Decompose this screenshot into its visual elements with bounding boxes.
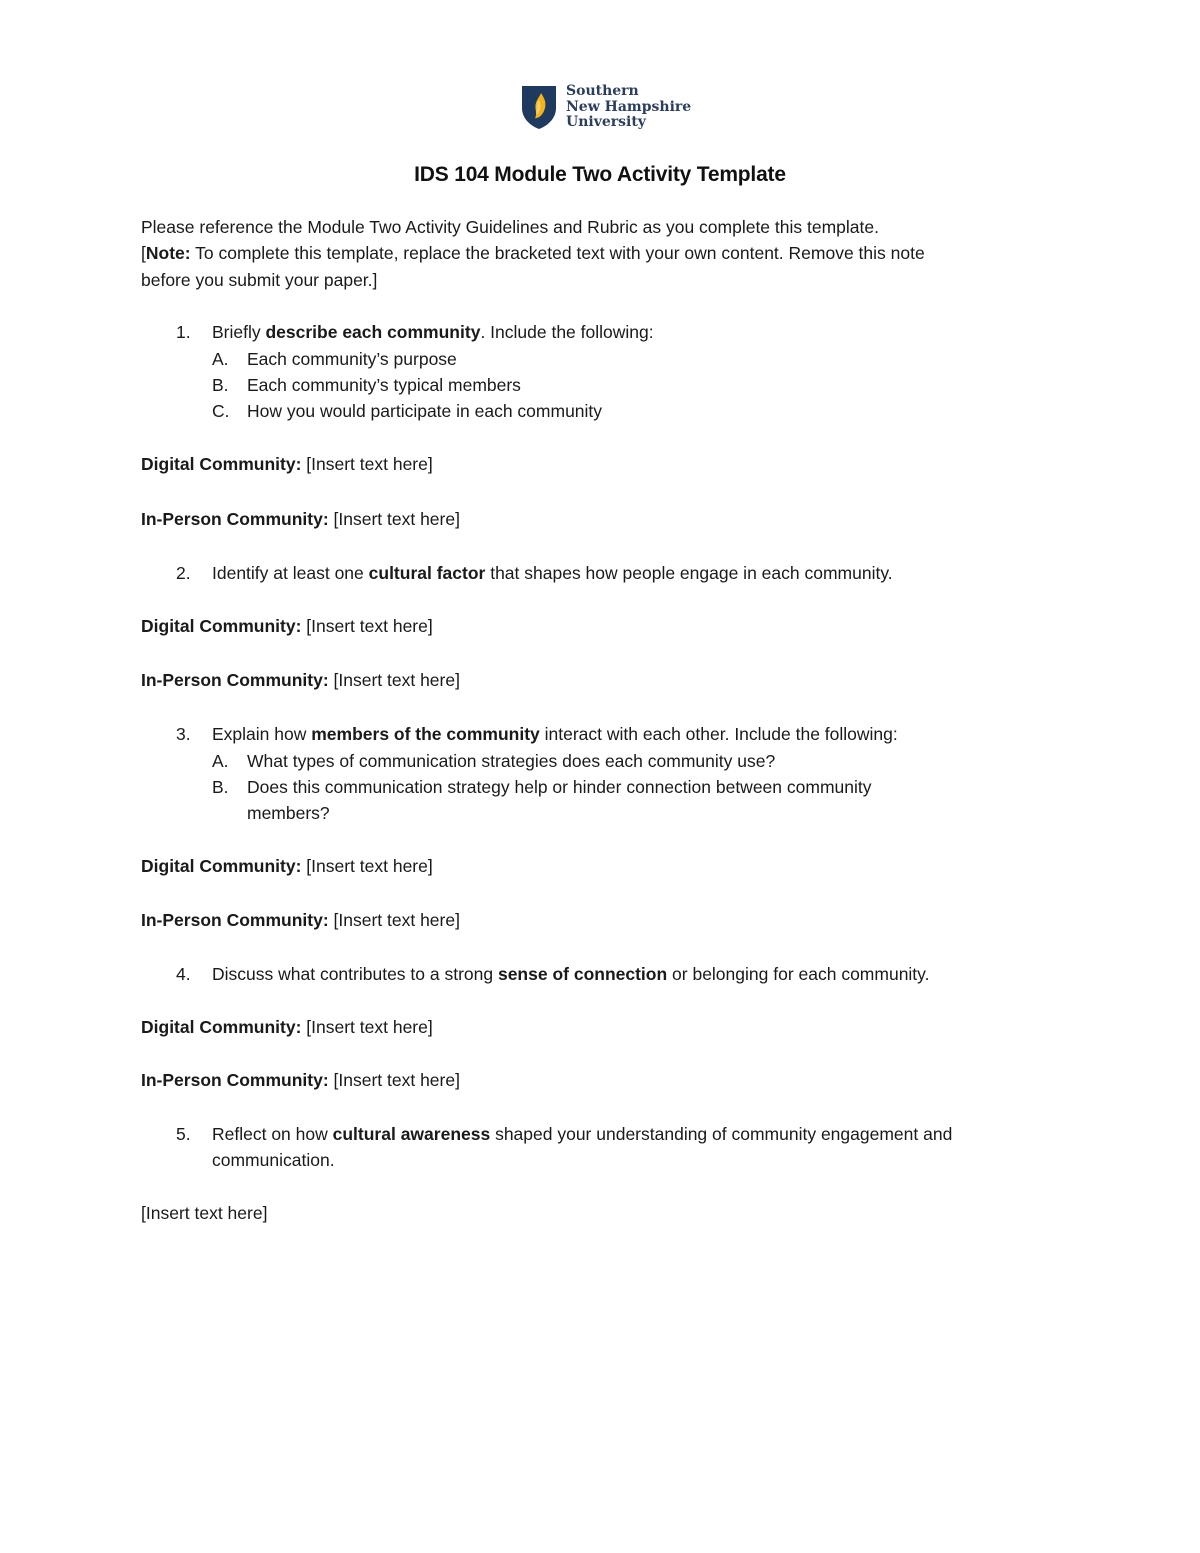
answer-placeholder[interactable]: [Insert text here] bbox=[328, 910, 460, 930]
q2-digital-answer[interactable] bbox=[141, 613, 433, 639]
answer-placeholder[interactable]: [Insert text here] bbox=[301, 616, 433, 636]
digital-label: Digital Community: bbox=[141, 1017, 302, 1037]
q2-post: that shapes how people engage in each community. bbox=[485, 563, 893, 583]
q3-text bbox=[212, 721, 898, 747]
q5-number: 5. bbox=[176, 1124, 191, 1144]
q3-item-b-letter: B. bbox=[212, 777, 229, 797]
university-logo bbox=[520, 84, 691, 132]
answer-placeholder[interactable]: [Insert text here] bbox=[328, 670, 460, 690]
q3-item-b-line-2: members? bbox=[247, 803, 330, 823]
digital-label: Digital Community: bbox=[141, 454, 302, 474]
q5-answer[interactable]: [Insert text here] bbox=[141, 1203, 268, 1223]
q1-text bbox=[212, 319, 654, 345]
q2-number: 2. bbox=[176, 563, 191, 583]
q3-in-person-answer[interactable] bbox=[141, 907, 460, 933]
intro-line: Please reference the Module Two Activity Guidelines and Rubric as you complete this template. bbox=[141, 217, 879, 237]
in-person-label: In-Person Community: bbox=[141, 910, 329, 930]
q1-number: 1. bbox=[176, 322, 191, 342]
q3-number: 3. bbox=[176, 724, 191, 744]
q3-item-a-letter: A. bbox=[212, 751, 229, 771]
q1-item-c: How you would participate in each community bbox=[247, 401, 603, 421]
note-text: To complete this template, replace the bracketed text with your own content. Remove this note bbox=[190, 243, 925, 263]
digital-label: Digital Community: bbox=[141, 616, 302, 636]
q4-digital-answer[interactable] bbox=[141, 1014, 433, 1040]
q1-in-person-answer[interactable] bbox=[141, 506, 460, 532]
in-person-label: In-Person Community: bbox=[141, 670, 329, 690]
q2-text bbox=[212, 560, 893, 586]
q5-bold: cultural awareness bbox=[332, 1124, 491, 1144]
q3-pre: Explain how bbox=[212, 724, 312, 744]
answer-placeholder[interactable]: [Insert text here] bbox=[301, 856, 433, 876]
q2-bold: cultural factor bbox=[368, 563, 486, 583]
note-open-bracket: [ bbox=[141, 243, 146, 263]
note-label: Note: bbox=[145, 243, 191, 263]
q3-bold: members of the community bbox=[311, 724, 540, 744]
q1-item-c-letter: C. bbox=[212, 401, 230, 421]
shield-logo-icon bbox=[520, 84, 558, 130]
q4-pre: Discuss what contributes to a strong bbox=[212, 964, 498, 984]
q5-text bbox=[212, 1121, 952, 1147]
q1-pre: Briefly bbox=[212, 322, 266, 342]
logo-line-2: New Hampshire bbox=[566, 98, 692, 115]
q2-in-person-answer[interactable] bbox=[141, 667, 460, 693]
q1-bold: describe each community bbox=[265, 322, 481, 342]
q5-pre: Reflect on how bbox=[212, 1124, 333, 1144]
q4-in-person-answer[interactable] bbox=[141, 1067, 460, 1093]
q4-post: or belonging for each community. bbox=[667, 964, 930, 984]
in-person-label: In-Person Community: bbox=[141, 509, 329, 529]
in-person-label: In-Person Community: bbox=[141, 1070, 329, 1090]
q3-item-a: What types of communication strategies does each community use? bbox=[247, 751, 776, 771]
answer-placeholder[interactable]: [Insert text here] bbox=[301, 454, 433, 474]
answer-placeholder[interactable]: [Insert text here] bbox=[301, 1017, 433, 1037]
q1-item-b: Each community’s typical members bbox=[247, 375, 521, 395]
q4-number: 4. bbox=[176, 964, 191, 984]
q4-text bbox=[212, 961, 929, 987]
q1-item-b-letter: B. bbox=[212, 375, 229, 395]
logo-line-3: University bbox=[566, 114, 646, 130]
logo-line-1: Southern bbox=[566, 83, 639, 99]
note-line bbox=[141, 240, 925, 266]
q1-post: . Include the following: bbox=[480, 322, 654, 342]
q1-item-a-letter: A. bbox=[212, 349, 229, 369]
q4-bold: sense of connection bbox=[497, 964, 668, 984]
q3-item-b: Does this communication strategy help or hinder connection between community bbox=[247, 777, 872, 797]
q1-digital-answer[interactable] bbox=[141, 451, 433, 477]
q5-post: shaped your understanding of community engagement and bbox=[490, 1124, 953, 1144]
q3-digital-answer[interactable] bbox=[141, 853, 433, 879]
q1-item-a: Each community’s purpose bbox=[247, 349, 457, 369]
answer-placeholder[interactable]: [Insert text here] bbox=[328, 1070, 460, 1090]
document-title: IDS 104 Module Two Activity Template bbox=[414, 163, 786, 186]
q5-text-line-2: communication. bbox=[212, 1150, 335, 1170]
answer-placeholder[interactable]: [Insert text here] bbox=[328, 509, 460, 529]
q3-post: interact with each other. Include the following: bbox=[539, 724, 898, 744]
note-line-2: before you submit your paper.] bbox=[141, 270, 378, 290]
digital-label: Digital Community: bbox=[141, 856, 302, 876]
logo-wordmark bbox=[566, 84, 691, 131]
q2-pre: Identify at least one bbox=[212, 563, 369, 583]
